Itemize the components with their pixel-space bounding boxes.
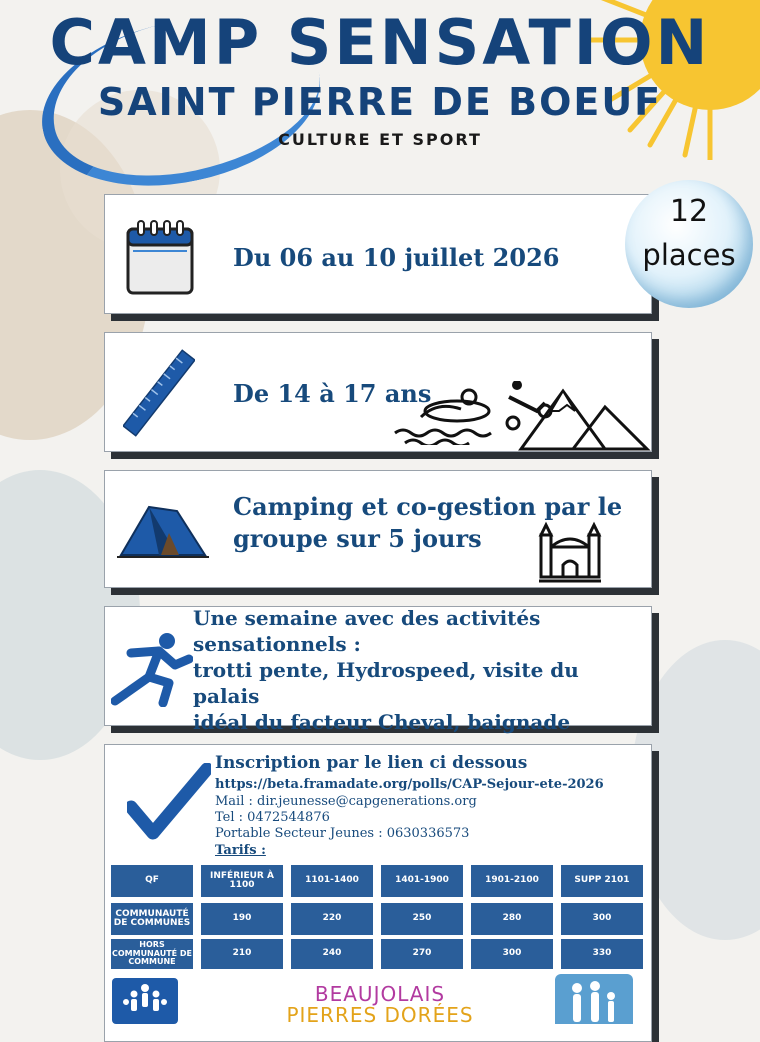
family-icon: [555, 974, 633, 1024]
places-label: places: [642, 238, 736, 272]
activities-text-line: Une semaine avec des activités: [193, 606, 541, 630]
table-cell: 190: [201, 903, 283, 935]
activities-card: [104, 606, 652, 734]
age-card: [104, 332, 652, 452]
tent-icon: [115, 501, 211, 561]
table-cell: 240: [291, 939, 373, 969]
activities-text-line: sensationnels :: [193, 632, 361, 656]
location-title: SAINT PIERRE DE BOEUF: [97, 80, 663, 124]
places-badge: [625, 180, 753, 308]
logo-text: BEAUJOLAIS: [314, 982, 446, 1006]
table-cell: 300: [561, 903, 643, 935]
table-cell: 330: [561, 939, 643, 969]
page-subtitle: CULTURE ET SPORT: [278, 130, 482, 149]
table-header-cell: QF: [111, 865, 193, 897]
table-cell: 280: [471, 903, 553, 935]
table-cell: 300: [471, 939, 553, 969]
mountain-scooter-icon: [501, 381, 651, 451]
table-cell: 250: [381, 903, 463, 935]
table-header-cell: 1901-2100: [471, 865, 553, 897]
table-header-cell: 1101-1400: [291, 865, 373, 897]
tarifs-label: Tarifs :: [215, 843, 266, 858]
table-row-label: HORS COMMUNAUTÉ DE COMMUNE: [111, 939, 193, 969]
activities-text-line: idéal du facteur Cheval, baignade: [193, 710, 571, 734]
table-header-cell: SUPP 2101: [561, 865, 643, 897]
contact-tel: Tel : 0472544876: [215, 810, 330, 825]
dates-card: [104, 194, 652, 314]
dates-text: Du 06 au 10 juillet 2026: [233, 243, 560, 272]
table-cell: 210: [201, 939, 283, 969]
table-cell: 270: [381, 939, 463, 969]
contact-mail: Mail : dir.jeunesse@capgenerations.org: [215, 794, 477, 809]
runner-icon: [111, 631, 193, 707]
activities-text: [193, 605, 651, 735]
page-title: CAMP SENSATION: [49, 6, 711, 79]
age-text: De 14 à 17 ans: [233, 379, 432, 408]
calendar-icon: [125, 219, 195, 297]
table-cell: 220: [291, 903, 373, 935]
table-row-label: COMMUNAUTÉ DE COMMUNES: [111, 903, 193, 935]
logo-text: PIERRES DORÉES: [286, 1003, 474, 1027]
caf-logo: [112, 978, 178, 1024]
inscription-link[interactable]: https://beta.framadate.org/polls/CAP-Sejour-ete-2026: [215, 777, 604, 792]
contact-portable: Portable Secteur Jeunes : 0630336573: [215, 826, 470, 841]
camping-text-line: groupe sur 5 jours: [233, 524, 482, 553]
camping-text-line: Camping et co-gestion par le: [233, 492, 623, 521]
camping-card: [104, 470, 652, 588]
partner-logos: [0, 974, 760, 1027]
table-header-cell: INFÉRIEUR À 1100: [201, 865, 283, 897]
hydrospeed-icon: [391, 387, 499, 445]
beaujolais-logo: [270, 982, 490, 1027]
bouncy-castle-icon: [537, 521, 603, 587]
inscription-title: Inscription par le lien ci dessous: [215, 753, 528, 773]
table-header-cell: 1401-1900: [381, 865, 463, 897]
people-group-icon: [112, 978, 178, 1024]
activities-text-line: trotti pente, Hydrospeed, visite du palais: [193, 658, 579, 708]
checkmark-icon: [127, 763, 211, 843]
places-count: 12: [669, 194, 709, 229]
ruler-icon: [123, 345, 195, 441]
family-logo: [555, 974, 633, 1024]
